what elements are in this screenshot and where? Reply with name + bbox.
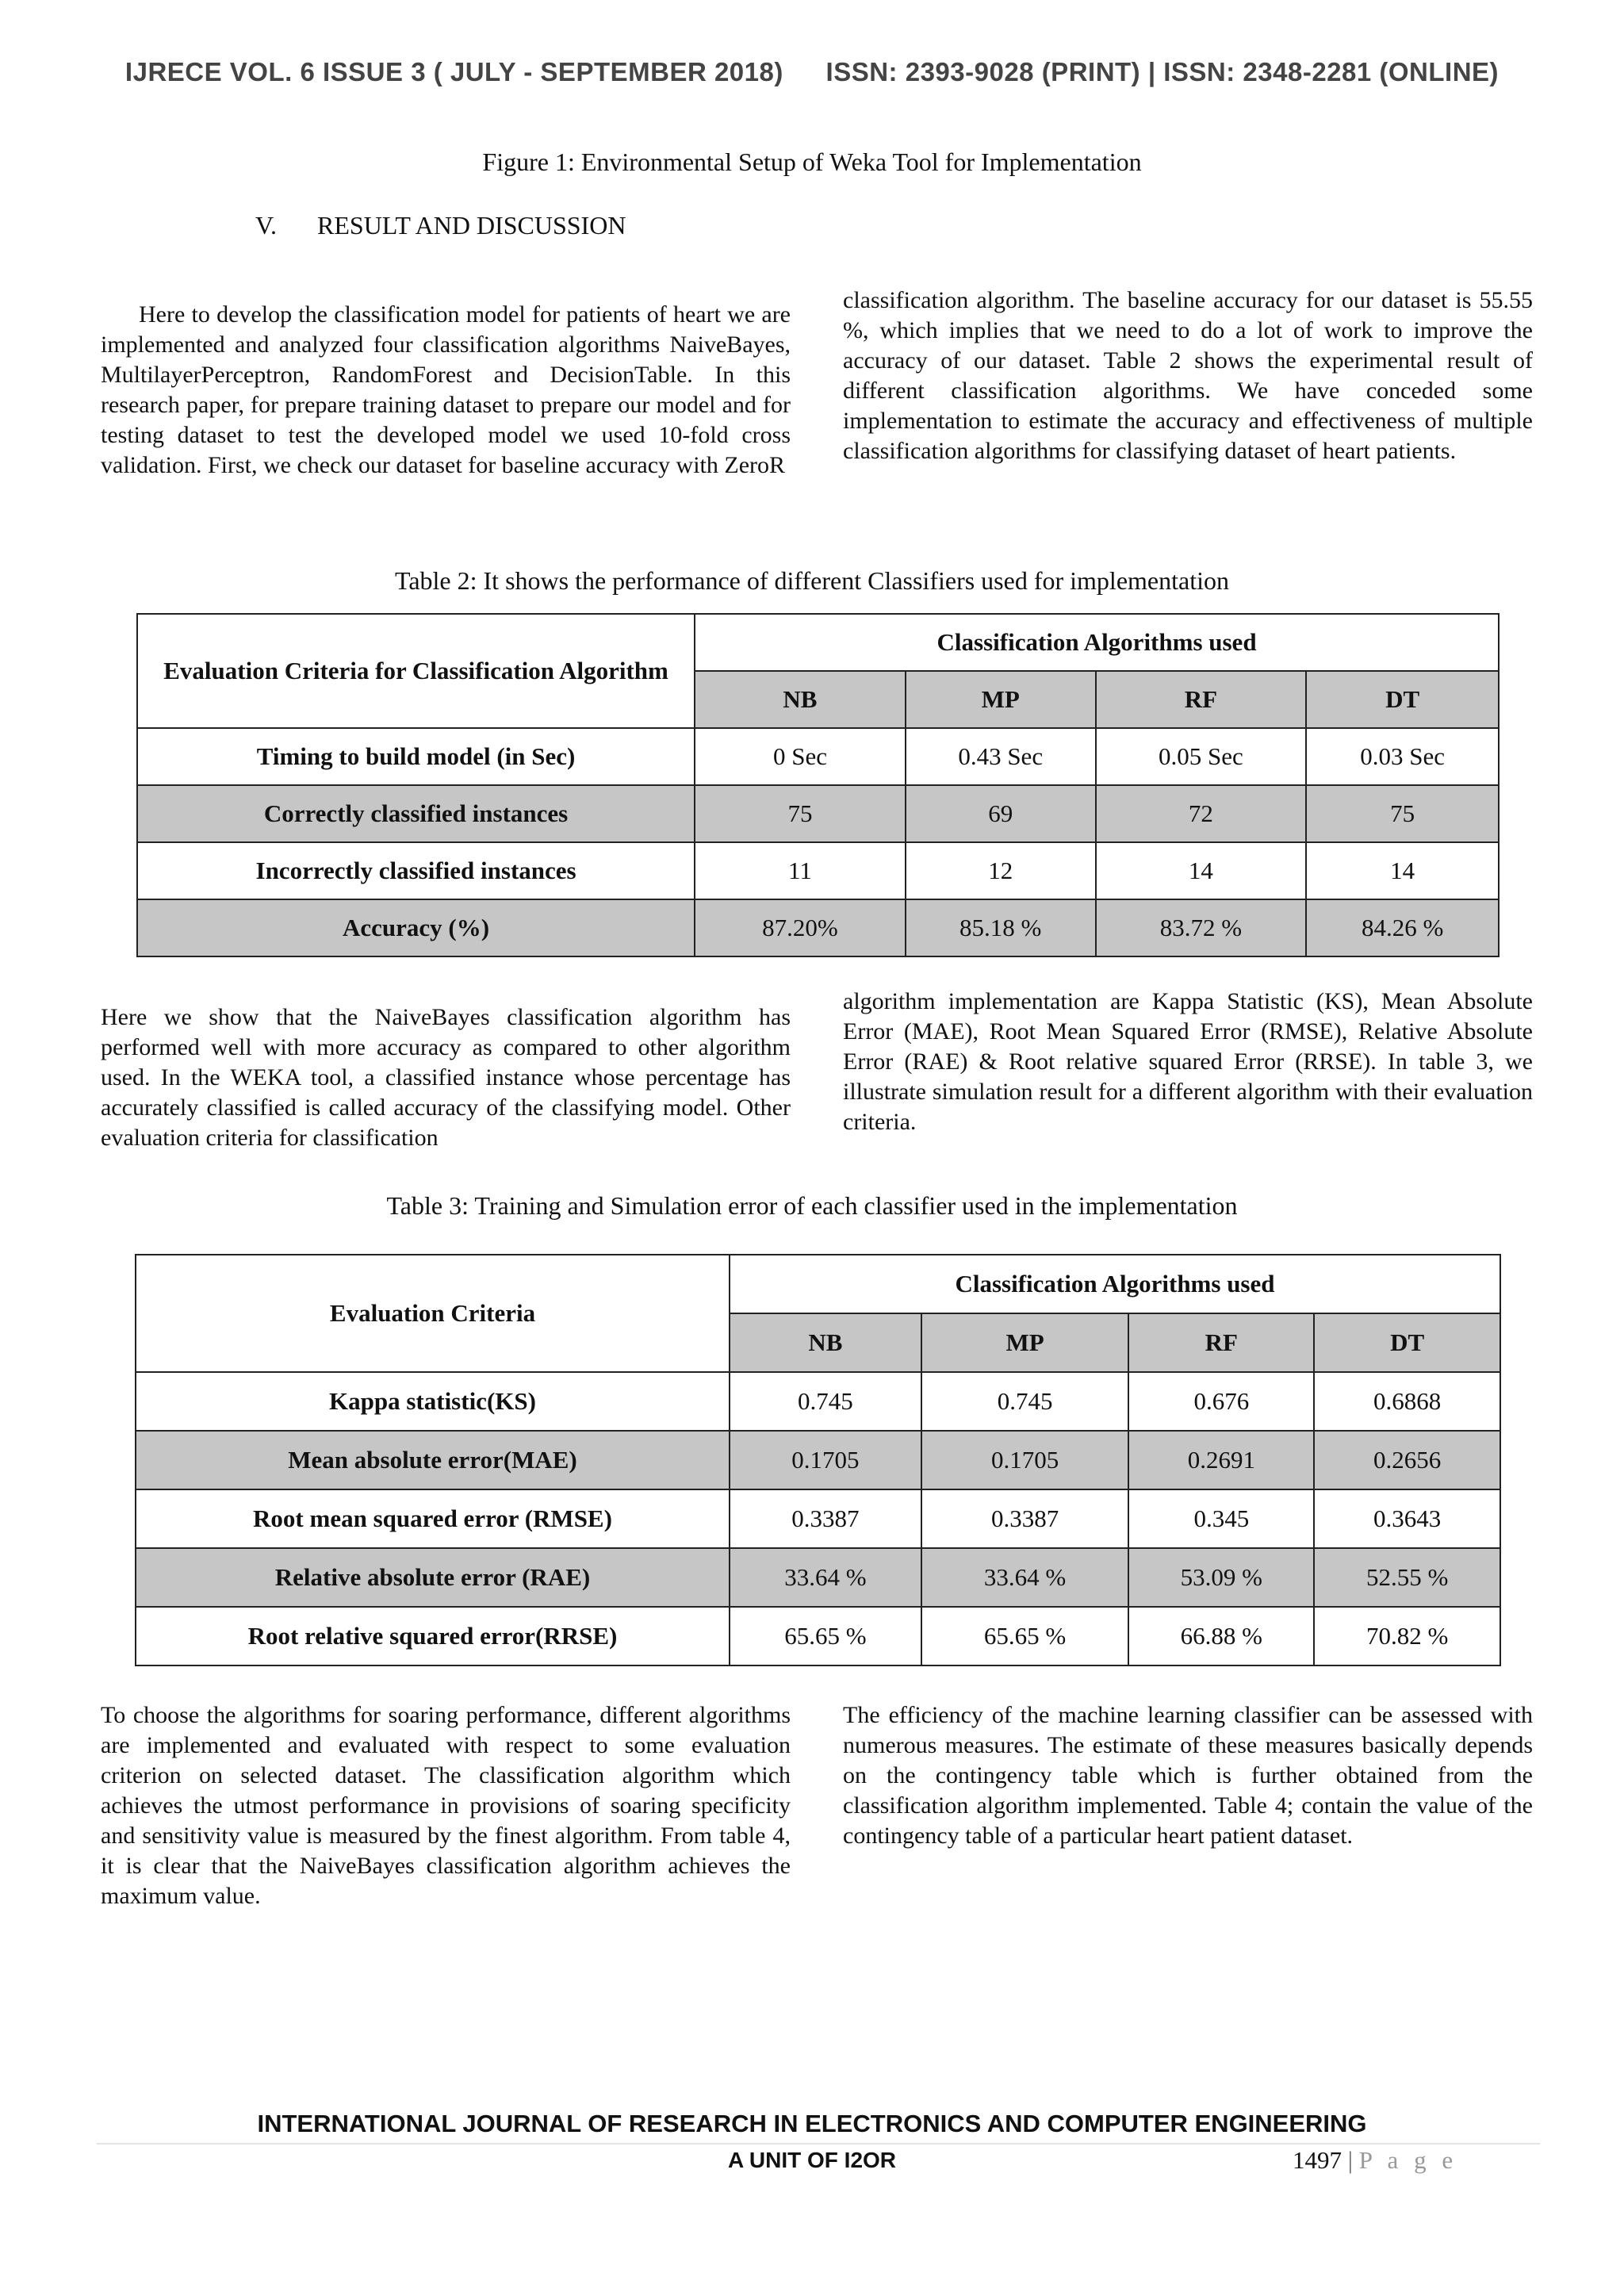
- paragraph-results-right: algorithm implementation are Kappa Statistic (KS), Mean Absolute Error (MAE), Root Mean Squared Error (RMSE), Relative Absolute Error (RAE) & Root relative squared Error (RRSE). In table 3, we illustrate simulation result for a different algorithm with their evaluation criteria.: [843, 988, 1533, 1135]
- paragraph-results-left: Here we show that the NaiveBayes classification algorithm has performed well with more accuracy as compared to other algorithm used. In the WEKA tool, a classified instance whose percentage has accurately classified is called accuracy of the classifying model. Other evaluation criteria for classification: [101, 1004, 791, 1151]
- table3-row-label: Mean absolute error(MAE): [136, 1431, 730, 1489]
- table2-row-label: Timing to build model (in Sec): [137, 728, 695, 785]
- issn-line: ISSN: 2393-9028 (PRINT) | ISSN: 2348-2281 (ONLINE): [825, 57, 1500, 86]
- table3-cell: 0.3643: [1314, 1489, 1500, 1548]
- table3-cell: 0.676: [1128, 1372, 1314, 1431]
- table2-cell: 85.18 %: [906, 899, 1096, 956]
- table-row: [136, 1548, 1500, 1607]
- table3-col-header: DT: [1314, 1313, 1500, 1372]
- paragraph-discussion-right: The efficiency of the machine learning classifier can be assessed with numerous measures. The estimate of these measures basically depends on the contingency table which is further obtained from the classification algorithm implemented. Table 4; contain the value of the contingency table of a particular heart patient dataset.: [843, 1702, 1533, 1849]
- table3-cell: 33.64 %: [730, 1548, 921, 1607]
- table-row: [136, 1489, 1500, 1548]
- table3-cell: 0.1705: [921, 1431, 1129, 1489]
- table3-cell: 70.82 %: [1314, 1607, 1500, 1665]
- table-row: [136, 1431, 1500, 1489]
- table3-group-header: Classification Algorithms used: [730, 1255, 1500, 1313]
- table3-cell: 0.1705: [730, 1431, 921, 1489]
- table3-cell: 0.745: [921, 1372, 1129, 1431]
- table2-row-label: Incorrectly classified instances: [137, 842, 695, 899]
- paragraph-intro-right: classification algorithm. The baseline accuracy for our dataset is 55.55 %, which implies that we need to do a lot of work to improve the accuracy of our dataset. Table 2 shows the experimental result of different classification algorithms. We have conceded some implementation to estimate the accuracy and effectiveness of multiple classification algorithms for classifying dataset of heart patients.: [843, 287, 1533, 464]
- table3-cell: 0.3387: [730, 1489, 921, 1548]
- table3-cell: 65.65 %: [921, 1607, 1129, 1665]
- footer-divider: [97, 2143, 1540, 2145]
- table3-cell: 33.64 %: [921, 1548, 1129, 1607]
- table3-row-label: Root mean squared error (RMSE): [136, 1489, 730, 1548]
- table2-cell: 14: [1306, 842, 1499, 899]
- table2-cell: 0.43 Sec: [906, 728, 1096, 785]
- table3-cell: 0.745: [730, 1372, 921, 1431]
- table2-cell: 87.20%: [695, 899, 906, 956]
- table3-criteria-header: Evaluation Criteria: [136, 1255, 730, 1372]
- table3-cell: 0.345: [1128, 1489, 1314, 1548]
- table3-col-header: MP: [921, 1313, 1129, 1372]
- table2-cell: 69: [906, 785, 1096, 842]
- table2: [136, 613, 1500, 957]
- table3-col-header: NB: [730, 1313, 921, 1372]
- table3-row-label: Root relative squared error(RRSE): [136, 1607, 730, 1665]
- page-number-value: 1497: [1293, 2146, 1342, 2174]
- paragraph-intro-left: Here to develop the classification model for patients of heart we are implemented and analyzed four classification algorithms NaiveBayes, MultilayerPerceptron, RandomForest and DecisionTable. In this research paper, for prepare training dataset to prepare our model and for testing dataset to test the developed model we used 10-fold cross validation. First, we check our dataset for baseline accuracy with ZeroR: [101, 301, 791, 478]
- table3-cell: 65.65 %: [730, 1607, 921, 1665]
- table3-cell: 0.3387: [921, 1489, 1129, 1548]
- table2-col-header: DT: [1306, 671, 1499, 728]
- table2-cell: 0.05 Sec: [1096, 728, 1307, 785]
- table2-cell: 0 Sec: [695, 728, 906, 785]
- section-title: RESULT AND DISCUSSION: [317, 211, 626, 240]
- table3-cell: 66.88 %: [1128, 1607, 1314, 1665]
- footer-journal-name: INTERNATIONAL JOURNAL OF RESEARCH IN ELECTRONICS AND COMPUTER ENGINEERING: [257, 2110, 1367, 2137]
- table2-row-label: Accuracy (%): [137, 899, 695, 956]
- section-number: V.: [255, 211, 277, 240]
- table2-row-label: Correctly classified instances: [137, 785, 695, 842]
- table-row: [136, 1372, 1500, 1431]
- page-label: P a g e: [1358, 2146, 1458, 2174]
- table2-col-header: MP: [906, 671, 1096, 728]
- table3-cell: 0.6868: [1314, 1372, 1500, 1431]
- table3-row-label: Kappa statistic(KS): [136, 1372, 730, 1431]
- table2-cell: 83.72 %: [1096, 899, 1307, 956]
- figure-caption: Figure 1: Environmental Setup of Weka Tool for Implementation: [482, 148, 1142, 176]
- table2-group-header: Classification Algorithms used: [695, 614, 1499, 671]
- table3-cell: 0.2691: [1128, 1431, 1314, 1489]
- page-separator: |: [1347, 2146, 1353, 2174]
- table2-col-header: RF: [1096, 671, 1307, 728]
- table-row: [136, 1607, 1500, 1665]
- table3-row-label: Relative absolute error (RAE): [136, 1548, 730, 1607]
- journal-volume: IJRECE VOL. 6 ISSUE 3 ( JULY - SEPTEMBER 2018): [124, 57, 783, 86]
- table-row: [137, 842, 1499, 899]
- table-row: [137, 728, 1499, 785]
- table3-cell: 53.09 %: [1128, 1548, 1314, 1607]
- table2-cell: 11: [695, 842, 906, 899]
- page-number: [1293, 2146, 1457, 2175]
- footer-unit: A UNIT OF I2OR: [727, 2148, 897, 2172]
- table3: [135, 1254, 1501, 1666]
- table2-cell: 12: [906, 842, 1096, 899]
- paragraph-discussion-left: To choose the algorithms for soaring performance, different algorithms are implemented and evaluated with respect to some evaluation criterion on selected dataset. The classification algorithm which achieves the utmost performance in provisions of soaring specificity and sensitivity value is measured by the finest algorithm. From table 4, it is clear that the NaiveBayes classification algorithm achieves the maximum value.: [101, 1702, 791, 1909]
- table2-cell: 14: [1096, 842, 1307, 899]
- table3-col-header: RF: [1128, 1313, 1314, 1372]
- table2-cell: 84.26 %: [1306, 899, 1499, 956]
- table3-cell: 52.55 %: [1314, 1548, 1500, 1607]
- table2-cell: 72: [1096, 785, 1307, 842]
- table2-cell: 75: [1306, 785, 1499, 842]
- table3-cell: 0.2656: [1314, 1431, 1500, 1489]
- running-header: [0, 57, 1624, 87]
- table-row: [137, 785, 1499, 842]
- table2-cell: 0.03 Sec: [1306, 728, 1499, 785]
- table2-caption: Table 2: It shows the performance of different Classifiers used for implementation: [395, 566, 1229, 595]
- section-heading: [255, 211, 626, 240]
- table2-criteria-header: Evaluation Criteria for Classification Algorithm: [137, 614, 695, 728]
- table3-caption: Table 3: Training and Simulation error of each classifier used in the implementation: [386, 1191, 1238, 1220]
- table-row: [137, 899, 1499, 956]
- table2-cell: 75: [695, 785, 906, 842]
- table2-col-header: NB: [695, 671, 906, 728]
